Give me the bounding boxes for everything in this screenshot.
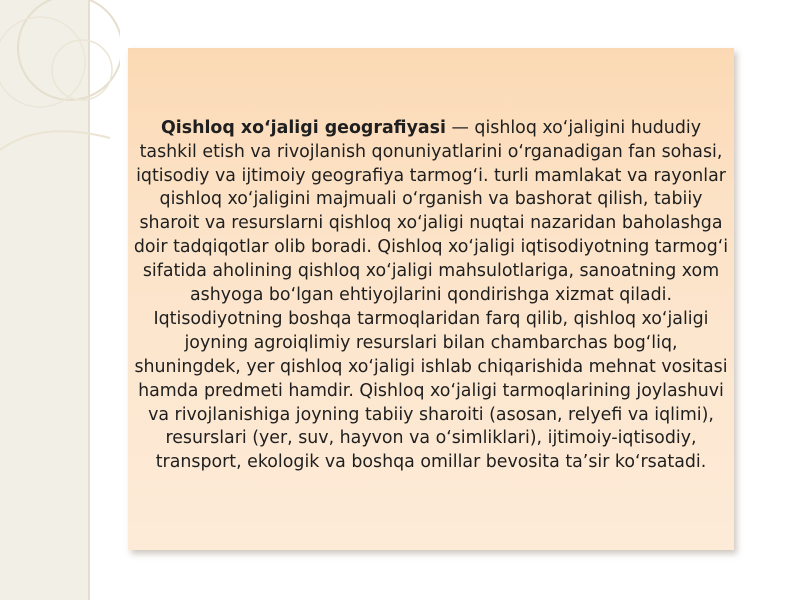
definition-paragraph — [133, 117, 729, 476]
deco-arc — [0, 131, 110, 150]
deco-circle-small — [52, 40, 112, 100]
decorative-circles — [0, 0, 120, 200]
content-card — [128, 48, 734, 550]
definition-body: — qishloq xo‘jaligini hududiy tashkil etish va rivojlanish qonuniyatlarini o‘rganadigan fan sohasi, iqtisodiy va ijtimoiy geografiya tarmog‘i. turli mamlakat va rayonlar qishloq xo‘jaligini majmuali o‘rganish va bashorat qilish, tabiiy sharoit va resurslarni qishloq xo‘jaligi nuqtai nazaridan baholashga doir tadqiqotlar olib boradi. Qishloq xo‘jaligi iqtisodiyotning tarmog‘i sifatida aholining qishloq xo‘jaligi mahsulotlariga, sanoatning xom ashyoga bo‘lgan ehtiyojlarini qondirishga xizmat qiladi. Iqtisodiyotning boshqa tarmoqlaridan farq qilib, qishloq xo‘jaligi joyning agroiqlimiy resurslari bilan chambarchas bog‘liq, shuningdek, yer qishloq xo‘jaligi ishlab chiqarishida mehnat vositasi hamda predmeti hamdir. Qishloq xo‘jaligi tarmoqlarining joylashuvi va rivojlanishiga joyning tabiiy sharoiti (asosan, relyefi va iqlimi), resurslari (yer, suv, hayvon va o‘simliklari), ijtimoiy-iqtisodiy, transport, ekologik va boshqa omillar bevosita ta’sir ko‘rsatadi. — [133, 117, 729, 473]
deco-circle-medium — [0, 17, 85, 107]
definition-term: Qishloq xo‘jaligi geografiyasi — [160, 117, 446, 138]
